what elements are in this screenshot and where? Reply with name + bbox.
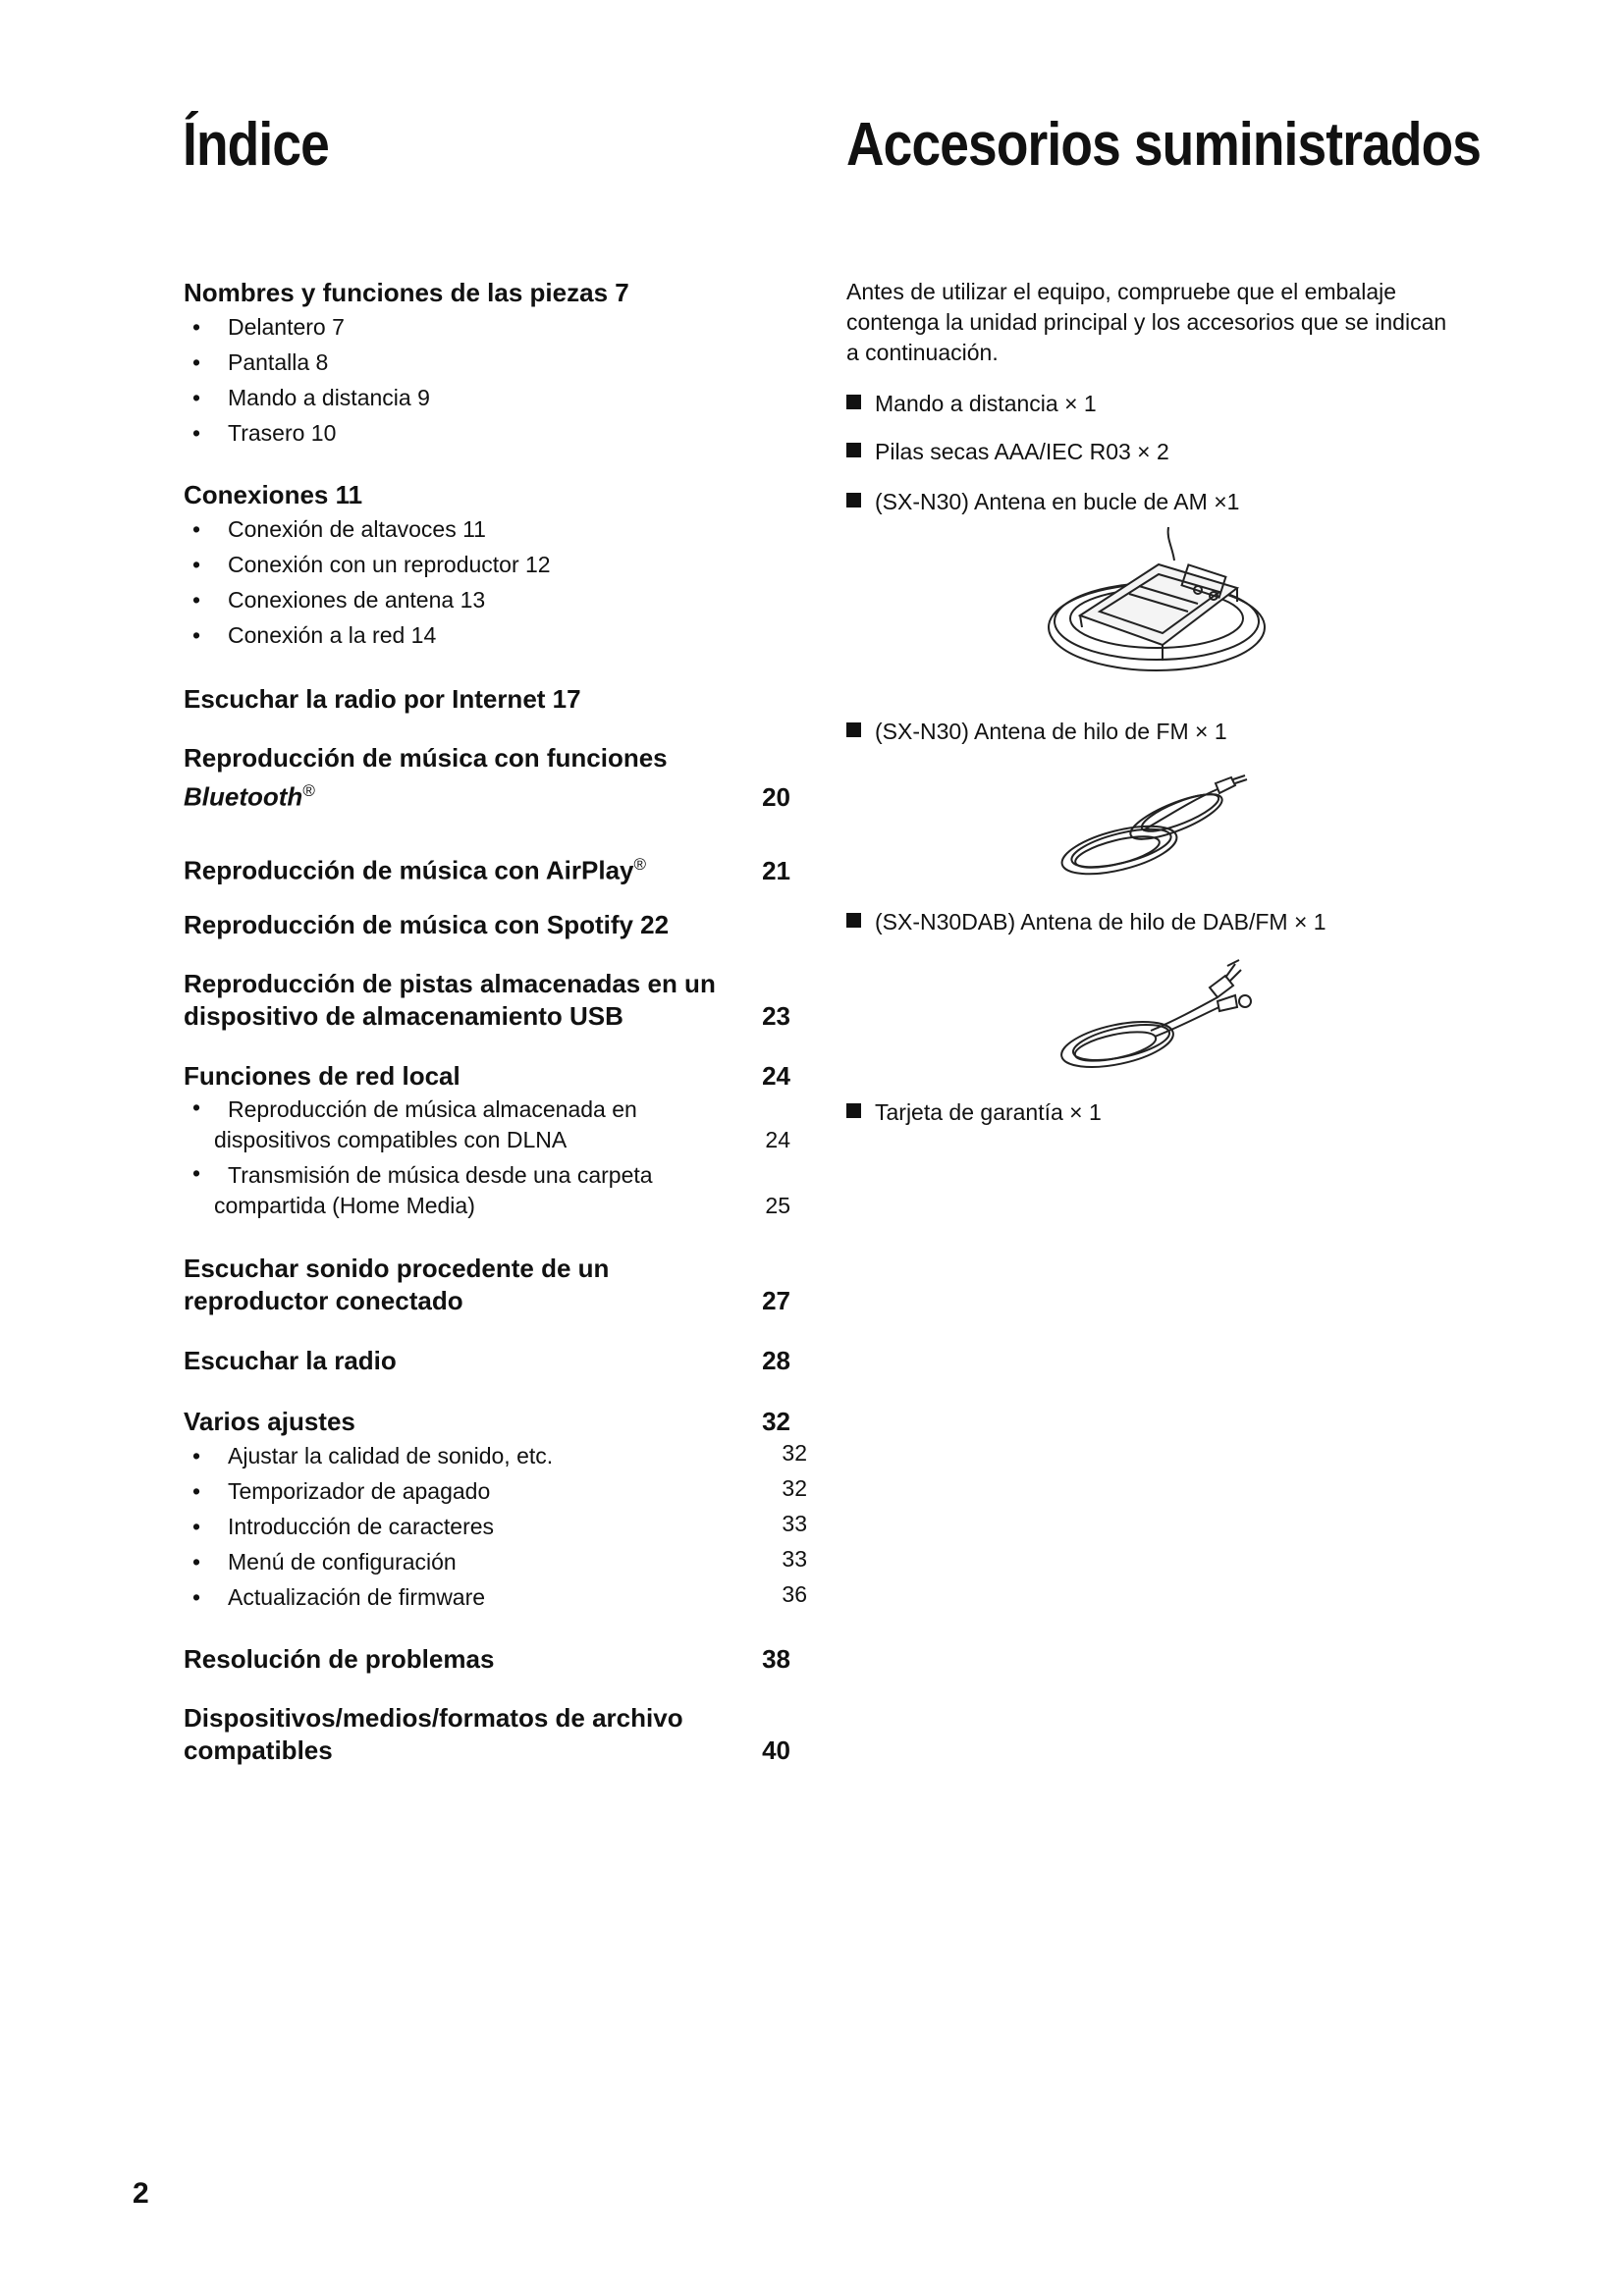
toc-section-local-network <box>184 1060 792 1224</box>
toc-section-airplay <box>184 848 792 887</box>
toc-subitem[interactable]: • Actualización de firmware 36 <box>184 1579 792 1615</box>
toc-heading[interactable]: Varios ajustes 32 <box>184 1407 790 1436</box>
page-ref: 32 <box>782 1475 807 1501</box>
toc-heading[interactable]: Escuchar la radio por Internet 17 <box>184 684 581 714</box>
toc-subitem[interactable]: • Introducción de caracteres 33 <box>184 1509 792 1544</box>
toc-heading[interactable]: Escuchar la radio 28 <box>184 1346 790 1375</box>
toc-subitem[interactable]: • Menú de configuración 33 <box>184 1544 792 1579</box>
toc-section-parts <box>184 277 792 451</box>
toc-heading[interactable]: Reproducción de música con Spotify 22 <box>184 910 670 939</box>
page-ref: 24 <box>765 1127 790 1152</box>
toc-heading[interactable]: Funciones de red local 24 <box>184 1061 790 1091</box>
toc-heading[interactable]: Reproducción de música con funciones Bluetooth® 20 <box>184 743 790 812</box>
toc-subitem[interactable]: • Temporizador de apagado 32 <box>184 1473 792 1509</box>
page-ref: 24 <box>762 1061 790 1091</box>
toc-subitem[interactable]: • Delantero 7 <box>192 314 345 340</box>
accessory-item: Tarjeta de garantía × 1 <box>846 1097 1102 1127</box>
toc-heading[interactable]: Escuchar sonido procedente de un reproductor conectado 27 <box>184 1254 790 1315</box>
page-ref: 33 <box>782 1511 807 1536</box>
toc-subitem[interactable]: • Mando a distancia 9 <box>192 385 430 410</box>
dab-fm-wire-antenna-illustration <box>1053 958 1255 1080</box>
toc-section-troubleshooting <box>184 1643 792 1676</box>
page-ref: 36 <box>782 1581 807 1607</box>
page-ref: 32 <box>782 1440 807 1466</box>
square-bullet-icon <box>846 443 861 457</box>
square-bullet-icon <box>846 722 861 737</box>
page-ref: 33 <box>782 1546 807 1572</box>
toc-section-compatible <box>184 1702 792 1767</box>
page-ref: 25 <box>765 1193 790 1218</box>
toc-section-spotify <box>184 909 792 941</box>
square-bullet-icon <box>846 913 861 928</box>
toc-subitem[interactable]: • Conexión a la red 14 <box>192 622 437 648</box>
toc-section-usb <box>184 968 792 1033</box>
page-number: 2 <box>133 2177 149 2210</box>
toc-section-internet-radio <box>184 683 792 716</box>
toc-heading[interactable]: Nombres y funciones de las piezas 7 <box>184 278 629 307</box>
accessory-item: Pilas secas AAA/IEC R03 × 2 <box>846 437 1169 466</box>
square-bullet-icon <box>846 395 861 409</box>
square-bullet-icon <box>846 1103 861 1118</box>
toc-section-settings <box>184 1406 807 1615</box>
toc-heading[interactable]: Reproducción de pistas almacenadas en un dispositivo de almacenamiento USB 23 <box>184 969 790 1031</box>
toc-subitem[interactable]: • Conexión de altavoces 11 <box>192 516 486 542</box>
square-bullet-icon <box>846 493 861 507</box>
page-ref: 21 <box>762 855 790 885</box>
page-ref: 38 <box>762 1644 790 1674</box>
toc-subitem[interactable]: • Transmisión de música desde una carpeta compartida (Home Media) 25 <box>184 1158 792 1224</box>
page-ref: 32 <box>762 1407 790 1436</box>
accessory-item: Mando a distancia × 1 <box>846 389 1097 418</box>
page-ref: 20 <box>762 781 790 812</box>
page-ref: 40 <box>762 1735 790 1765</box>
toc-section-bluetooth <box>184 742 792 814</box>
accessory-item: (SX-N30DAB) Antena de hilo de DAB/FM × 1 <box>846 907 1326 936</box>
accessories-intro: Antes de utilizar el equipo, compruebe que el embalaje contenga la unidad principal y los accesorios que se indican a continuación. <box>846 279 1447 365</box>
toc-subitem[interactable]: • Conexiones de antena 13 <box>192 587 486 613</box>
toc-heading[interactable]: Conexiones 11 <box>184 480 363 509</box>
toc-subitem[interactable]: • Trasero 10 <box>192 420 337 446</box>
accessory-item: (SX-N30) Antena de hilo de FM × 1 <box>846 717 1227 746</box>
toc-section-radio <box>184 1345 792 1377</box>
page-ref: 28 <box>762 1346 790 1375</box>
accessories-title: Accesorios suministrados <box>846 111 1482 179</box>
page-ref: 23 <box>762 1001 790 1031</box>
toc-section-connections <box>184 479 792 653</box>
toc-title: Índice <box>183 111 329 179</box>
toc-heading[interactable]: Dispositivos/medios/formatos de archivo compatibles 40 <box>184 1703 790 1765</box>
toc-subitem[interactable]: • Ajustar la calidad de sonido, etc. 32 <box>184 1438 792 1473</box>
toc-heading[interactable]: Resolución de problemas 38 <box>184 1644 790 1674</box>
toc-subitem[interactable]: • Reproducción de música almacenada en dispositivos compatibles con DLNA 24 <box>184 1093 792 1158</box>
fm-wire-antenna-illustration <box>1053 772 1249 881</box>
toc-subitem[interactable]: • Conexión con un reproductor 12 <box>192 552 551 577</box>
toc-heading[interactable]: Reproducción de música con AirPlay® 21 <box>184 855 790 885</box>
am-loop-antenna-illustration <box>1041 525 1272 682</box>
toc-subitem[interactable]: • Pantalla 8 <box>192 349 329 375</box>
toc-section-connected-player <box>184 1253 792 1317</box>
page-ref: 27 <box>762 1286 790 1315</box>
accessory-item: (SX-N30) Antena en bucle de AM ×1 <box>846 487 1239 516</box>
